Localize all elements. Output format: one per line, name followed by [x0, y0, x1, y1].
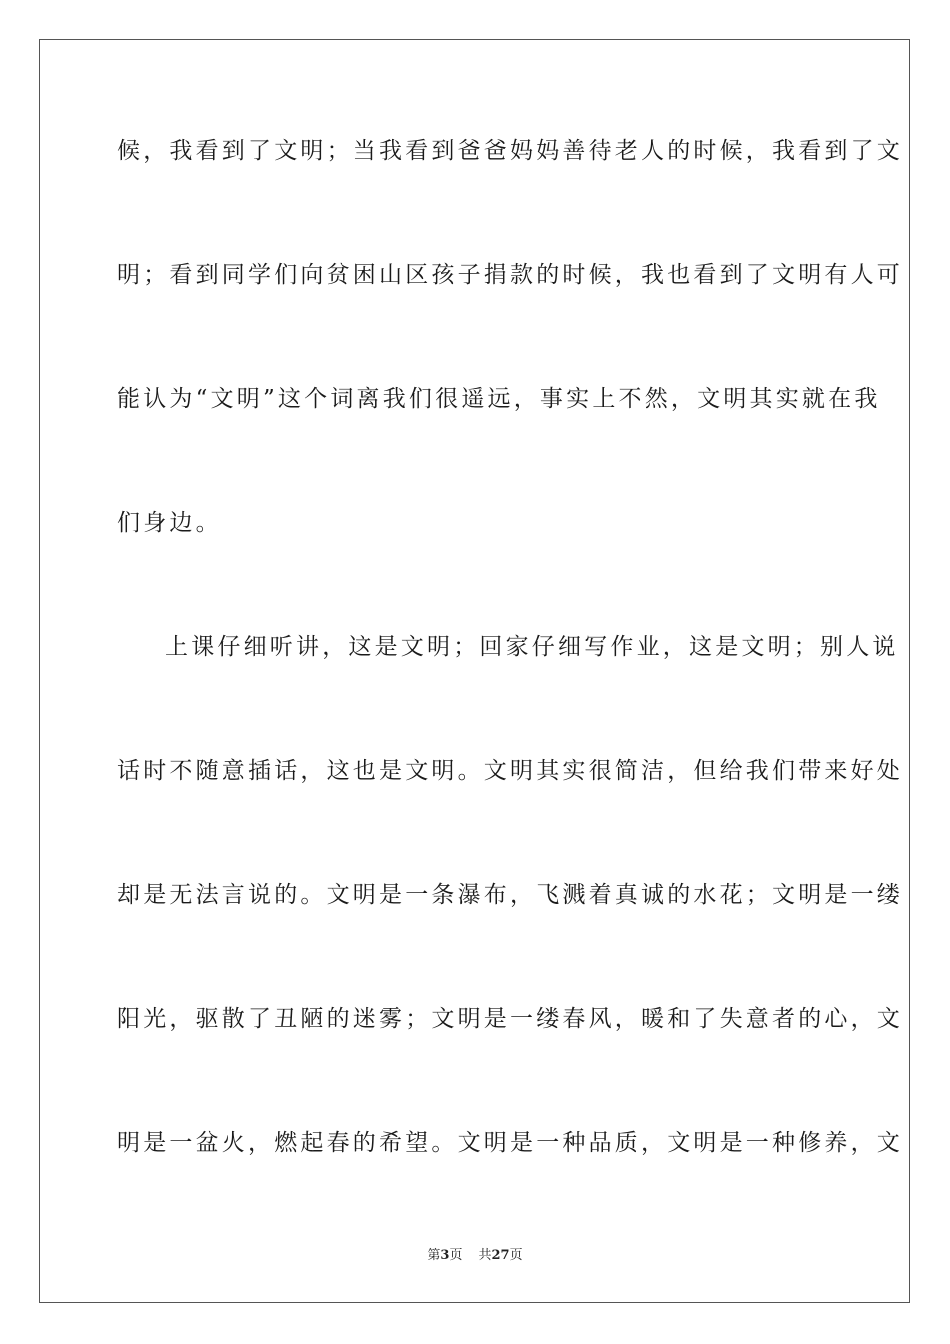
page-border — [39, 39, 910, 1303]
paragraph-first-line: 上课仔细听讲，这是文明；回家仔细写作业，这是文明；别人说 — [165, 634, 899, 660]
page-number: 3 — [440, 1248, 450, 1263]
body-text-line: 们身边。 — [117, 510, 222, 536]
total-pages-indicator: 共27页 — [478, 1248, 523, 1263]
page-footer — [0, 1247, 950, 1265]
body-text-line: 明是一盆火，燃起春的希望。文明是一种品质，文明是一种修养，文 — [117, 1130, 903, 1156]
body-text-line: 却是无法言说的。文明是一条瀑布，飞溅着真诚的水花；文明是一缕 — [117, 882, 903, 908]
page-indicator: 第3页 — [427, 1248, 463, 1263]
body-text-line: 阳光，驱散了丑陋的迷雾；文明是一缕春风，暖和了失意者的心，文 — [117, 1006, 903, 1032]
body-text-line: 候，我看到了文明；当我看到爸爸妈妈善待老人的时候，我看到了文 — [117, 138, 903, 164]
total-pages: 27 — [491, 1248, 510, 1263]
body-text-line: 明；看到同学们向贫困山区孩子捐款的时候，我也看到了文明有人可 — [117, 262, 903, 288]
body-text-line: 话时不随意插话，这也是文明。文明其实很简洁，但给我们带来好处 — [117, 758, 903, 784]
body-text-line: 能认为“文明”这个词离我们很遥远，事实上不然，文明其实就在我 — [117, 386, 881, 412]
